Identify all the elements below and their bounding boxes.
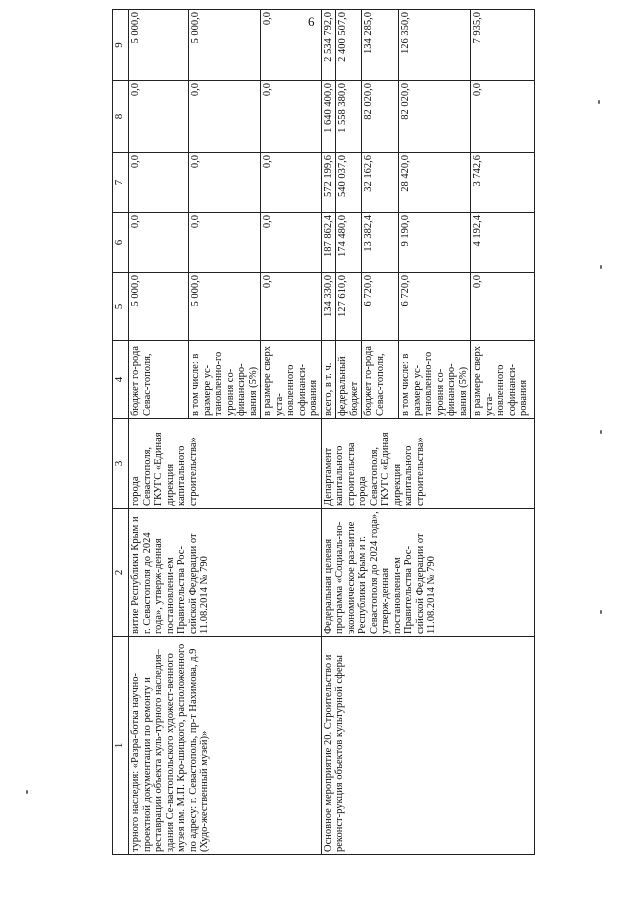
value-cell: 127 610,0 bbox=[336, 273, 362, 341]
value-cell: 0,0 bbox=[129, 81, 189, 153]
value-cell: 2 534 792,0 bbox=[321, 10, 336, 81]
event-description: турного наследия: «Разра-ботка научно-проектной документации по ремонту и реставрации объекта куль-турного наследия–здания Се-вастопольского художест-венного музея им. М.П. Кро-шицкого, расположенного по адресу: г. Севастополь, пр-т Нахимова, д.9 (Худо-жественный музей)» bbox=[129, 637, 322, 855]
funding-source: в размере сверх уста-новленного софинанси-рования bbox=[471, 341, 535, 419]
value-cell: 126 350,0 bbox=[399, 10, 471, 81]
value-cell: 0,0 bbox=[471, 273, 535, 341]
funding-source: в размере сверх уста-новленного софинанси-рования bbox=[261, 341, 322, 419]
value-cell: 13 382,4 bbox=[362, 213, 399, 273]
executor: города Севастополя, ГКУГС «Единая дирекция капитального строительства» bbox=[129, 419, 322, 509]
funding-source: бюджет го-рода Севас-тополя, bbox=[129, 341, 189, 419]
scan-speck bbox=[600, 430, 602, 434]
funding-source: всего, в т. ч. bbox=[321, 341, 336, 419]
value-cell: 28 420,0 bbox=[399, 153, 471, 213]
value-cell: 0,0 bbox=[261, 273, 322, 341]
value-cell: 174 480,0 bbox=[336, 213, 362, 273]
rotated-table-content bbox=[112, 12, 529, 855]
value-cell: 82 020,0 bbox=[399, 81, 471, 153]
col-num: 1 bbox=[113, 637, 129, 855]
col-num: 7 bbox=[113, 153, 129, 213]
col-num: 2 bbox=[113, 509, 129, 637]
value-cell: 540 037,0 bbox=[336, 153, 362, 213]
value-cell: 0,0 bbox=[189, 213, 261, 273]
value-cell: 0,0 bbox=[471, 81, 535, 153]
value-cell: 6 720,0 bbox=[399, 273, 471, 341]
funding-source: в том числе: в размере ус-тановленно-го уровня со-финансиро-вания (5%) bbox=[399, 341, 471, 419]
value-cell: 32 162,6 bbox=[362, 153, 399, 213]
table-row bbox=[321, 10, 336, 855]
value-cell: 0,0 bbox=[261, 81, 322, 153]
value-cell: 2 400 507,0 bbox=[336, 10, 362, 81]
col-num: 5 bbox=[113, 273, 129, 341]
scan-speck bbox=[600, 610, 602, 614]
value-cell: 5 000,0 bbox=[129, 10, 189, 81]
value-cell: 6 720,0 bbox=[362, 273, 399, 341]
funding-source: в том числе: в размере ус-тановленно-го уровня со-финансиро-вания (5%) bbox=[189, 341, 261, 419]
value-cell: 4 192,4 bbox=[471, 213, 535, 273]
value-cell: 187 862,4 bbox=[321, 213, 336, 273]
value-cell: 0,0 bbox=[129, 213, 189, 273]
column-number-row bbox=[113, 10, 129, 855]
page-number: 6 bbox=[308, 14, 315, 29]
value-cell: 0,0 bbox=[261, 213, 322, 273]
value-cell: 134 330,0 bbox=[321, 273, 336, 341]
value-cell: 0,0 bbox=[189, 153, 261, 213]
scan-speck bbox=[600, 265, 602, 269]
scan-speck bbox=[26, 790, 28, 794]
value-cell: 1 640 400,0 bbox=[321, 81, 336, 153]
value-cell: 1 558 380,0 bbox=[336, 81, 362, 153]
col-num: 4 bbox=[113, 341, 129, 419]
value-cell: 0,0 bbox=[261, 10, 322, 81]
rotated-table-frame bbox=[112, 12, 529, 855]
table-row bbox=[129, 10, 189, 855]
executor: Департамент капитального строительства города Севастополя, ГКУГС «Единая дирекция капитального строительства» bbox=[321, 419, 535, 509]
value-cell: 572 199,6 bbox=[321, 153, 336, 213]
value-cell: 9 190,0 bbox=[399, 213, 471, 273]
event-description: Основное мероприятие 20. Строительство и реконст-рукция объектов культурной сферы bbox=[321, 637, 535, 855]
value-cell: 5 000,0 bbox=[129, 273, 189, 341]
value-cell: 0,0 bbox=[189, 81, 261, 153]
value-cell: 7 935,0 bbox=[471, 10, 535, 81]
program-name: Федеральная целевая программа «Социаль-но-экономическое раз-витие Республики Крым и г. Севастополя до 2024 года», утверж-денная постановлени-ем Правительства Рос-сийской Федерации от 11.08.2014 № 790 bbox=[321, 509, 535, 637]
funding-source: бюджет го-рода Севас-тополя, bbox=[362, 341, 399, 419]
funding-source: федеральный бюджет bbox=[336, 341, 362, 419]
col-num: 8 bbox=[113, 81, 129, 153]
value-cell: 0,0 bbox=[129, 153, 189, 213]
value-cell: 5 000,0 bbox=[189, 10, 261, 81]
value-cell: 0,0 bbox=[261, 153, 322, 213]
col-num: 3 bbox=[113, 419, 129, 509]
program-name: витие Республики Крым и г. Севастополя до 2024 года», утверж-денная постановлени-ем Правительства Рос-сийской Федерации от 11.08.2014 № 790 bbox=[129, 509, 322, 637]
budget-table bbox=[112, 9, 535, 855]
col-num: 6 bbox=[113, 213, 129, 273]
scan-speck bbox=[598, 100, 600, 104]
value-cell: 3 742,6 bbox=[471, 153, 535, 213]
value-cell: 134 285,0 bbox=[362, 10, 399, 81]
col-num: 9 bbox=[113, 10, 129, 81]
value-cell: 5 000,0 bbox=[189, 273, 261, 341]
value-cell: 82 020,0 bbox=[362, 81, 399, 153]
